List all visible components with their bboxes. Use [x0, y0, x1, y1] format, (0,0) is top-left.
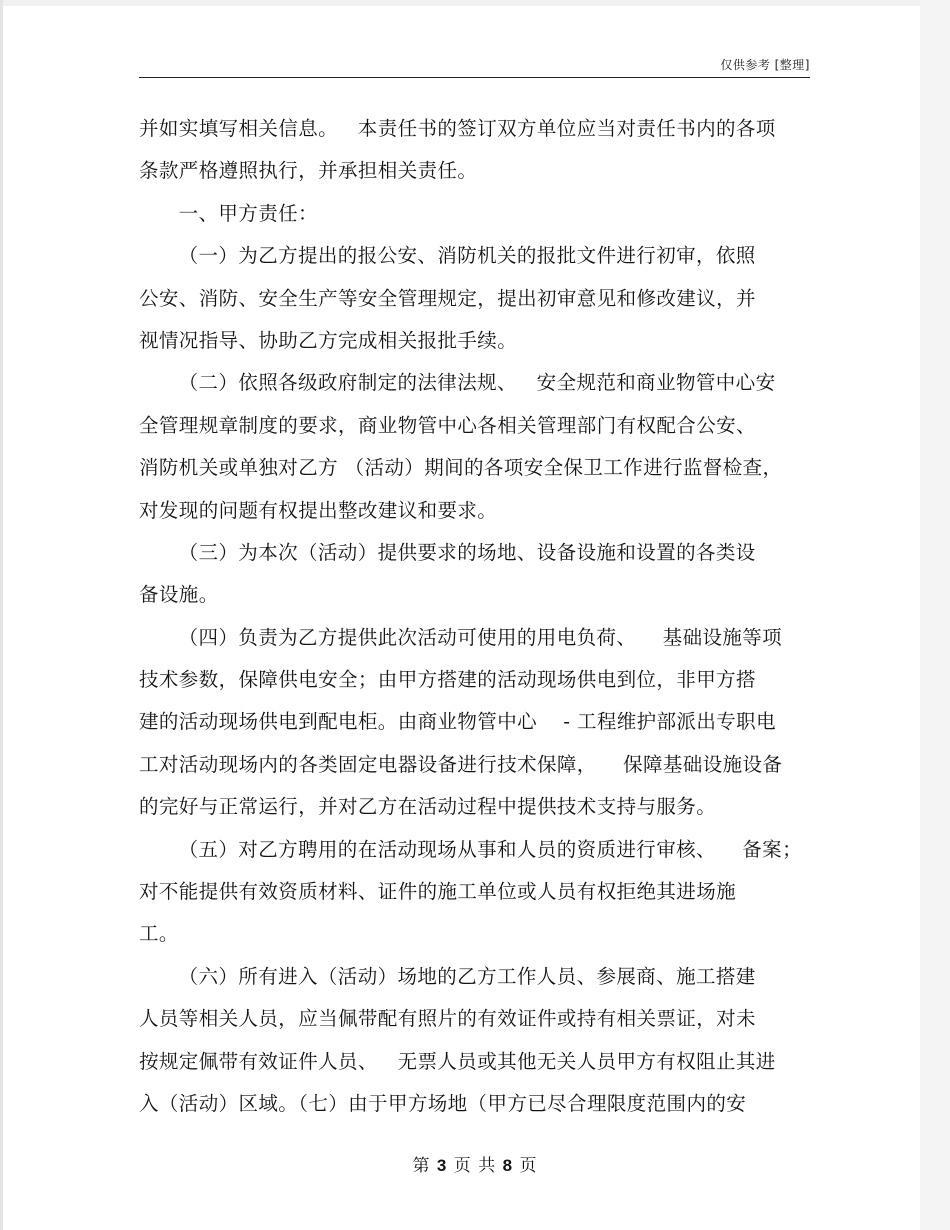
body-text-line: 全管理规章制度的要求，商业物管中心各相关管理部门有权配合公安、 — [139, 413, 756, 437]
body-text-line: （五）对乙方聘用的在活动现场从事和人员的资质进行审核、 备案； — [139, 837, 802, 861]
page-left-edge — [0, 0, 3, 1230]
body-text-line: 技术参数，保障供电安全；由甲方搭建的活动现场供电到位，非甲方搭 — [139, 668, 756, 692]
body-text-line: （四）负责为乙方提供此次活动可使用的用电负荷、 基础设施等项 — [139, 625, 783, 649]
body-text-line: （二）依照各级政府制定的法律法规、 安全规范和商业物管中心安 — [139, 371, 776, 395]
body-text-line: 对不能提供有效资质材料、证件的施工单位或人员有权拒绝其进场施 — [139, 880, 737, 904]
header-divider — [139, 77, 810, 78]
body-text-line: 一、甲方责任： — [139, 201, 318, 225]
body-text-line: 备设施。 — [139, 583, 219, 607]
body-text-line: 工。 — [139, 922, 179, 946]
body-text-line: 的完好与正常运行，并对乙方在活动过程中提供技术支持与服务。 — [139, 795, 717, 819]
footer-total-pages: 8 — [502, 1156, 514, 1175]
body-text-line: 并如实填写相关信息。 本责任书的签订双方单位应当对责任书内的各项 — [139, 117, 776, 140]
body-text-line: 人员等相关人员，应当佩带配有照片的有效证件或持有相关票证，对未 — [139, 1007, 756, 1031]
body-text-line: （三）为本次（活动）提供要求的场地、设备设施和设置的各类设 — [139, 540, 756, 564]
page-top-edge — [0, 0, 950, 6]
footer-current-page: 3 — [436, 1156, 448, 1175]
body-text-line: 入（活动）区域。（七）由于甲方场地（甲方已尽合理限度范围内的安 — [139, 1091, 747, 1115]
body-text-line: 按规定佩带有效证件人员、 无票人员或其他无关人员甲方有权阻止其进 — [139, 1049, 776, 1073]
body-text-line: （六）所有进入（活动）场地的乙方工作人员、参展商、施工搭建 — [139, 964, 756, 988]
body-text-line: 对发现的问题有权提出整改建议和要求。 — [139, 498, 498, 522]
footer-suffix: 页 — [519, 1156, 538, 1176]
body-text-line: 公安、消防、安全生产等安全管理规定，提出初审意见和修改建议，并 — [139, 286, 756, 310]
page-footer — [0, 1151, 950, 1176]
page-right-margin — [920, 0, 950, 1230]
body-text-line: 建的活动现场供电到配电柜。由商业物管中心 - 工程维护部派出专职电 — [139, 710, 776, 734]
document-body — [139, 112, 819, 1129]
body-text-line: 条款严格遵照执行，并承担相关责任。 — [139, 159, 478, 183]
footer-prefix: 第 — [412, 1156, 431, 1176]
body-text-line: 消防机关或单独对乙方 （活动）期间的各项安全保卫工作进行监督检查， — [139, 456, 783, 480]
body-text-line: 工对活动现场内的各类固定电器设备进行技术保障， 保障基础设施设备 — [139, 752, 783, 776]
page-header: 仅供参考 [整理] — [720, 58, 810, 72]
footer-middle: 页 共 — [453, 1156, 497, 1176]
body-text-line: （一）为乙方提出的报公安、消防机关的报批文件进行初审，依照 — [139, 244, 756, 268]
body-text-line: 视情况指导、协助乙方完成相关报批手续。 — [139, 328, 518, 352]
